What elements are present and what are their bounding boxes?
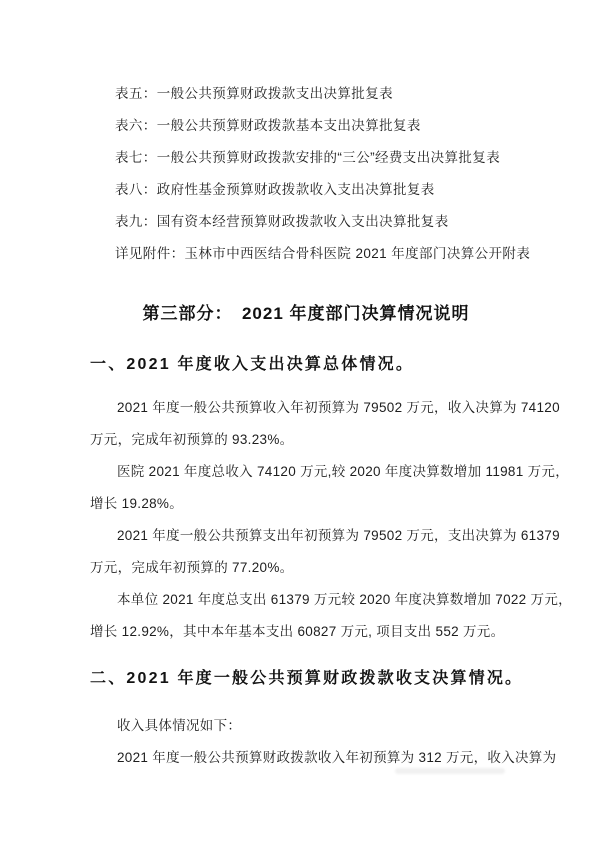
scan-artifact — [395, 768, 505, 774]
document-content — [90, 78, 572, 774]
part-title: 第三部分： 2021 年度部门决算情况说明 — [142, 304, 470, 323]
list-item-table8: 表八：政府性基金预算财政拨款收入支出决算批复表 — [115, 182, 435, 197]
attachment-table-list — [90, 78, 531, 270]
section-2-paragraphs — [90, 710, 557, 774]
paragraph-line: 万元，完成年初预算的 93.23%。 — [90, 432, 294, 447]
list-item-table7: 表七：一般公共预算财政拨款安排的“三公”经费支出决算批复表 — [115, 150, 501, 165]
section-heading-1: 一、2021 年度收入支出决算总体情况。 — [90, 356, 415, 373]
paragraph-line: 增长 12.92%，其中本年基本支出 60827 万元, 项目支出 552 万元。 — [90, 624, 505, 639]
paragraph-line: 万元，完成年初预算的 77.20%。 — [90, 560, 294, 575]
paragraph-line: 本单位 2021 年度总支出 61379 万元较 2020 年度决算数增加 7022 万元， — [117, 592, 572, 607]
section-heading-2: 二、2021 年度一般公共预算财政拨款收支决算情况。 — [90, 670, 524, 687]
paragraph-line: 2021 年度一般公共预算收入年初预算为 79502 万元，收入决算为 74120 — [117, 400, 560, 415]
paragraph-line: 增长 19.28%。 — [90, 496, 184, 511]
paragraph-line: 收入具体情况如下： — [117, 718, 242, 733]
list-item-table5: 表五：一般公共预算财政拨款支出决算批复表 — [115, 86, 393, 101]
paragraph-line: 医院 2021 年度总收入 74120 万元,较 2020 年度决算数增加 11981 万元， — [117, 464, 569, 479]
paragraph-line: 2021 年度一般公共预算财政拨款收入年初预算为 312 万元，收入决算为 — [117, 750, 557, 765]
paragraph-line: 2021 年度一般公共预算支出年初预算为 79502 万元，支出决算为 61379 — [117, 528, 560, 543]
list-item-table6: 表六：一般公共预算财政拨款基本支出决算批复表 — [115, 118, 421, 133]
list-item-attachment-note: 详见附件：玉林市中西医结合骨科医院 2021 年度部门决算公开附表 — [115, 246, 531, 261]
section-1-paragraphs — [90, 392, 572, 648]
list-item-table9: 表九：国有资本经营预算财政拨款收入支出决算批复表 — [115, 214, 449, 229]
